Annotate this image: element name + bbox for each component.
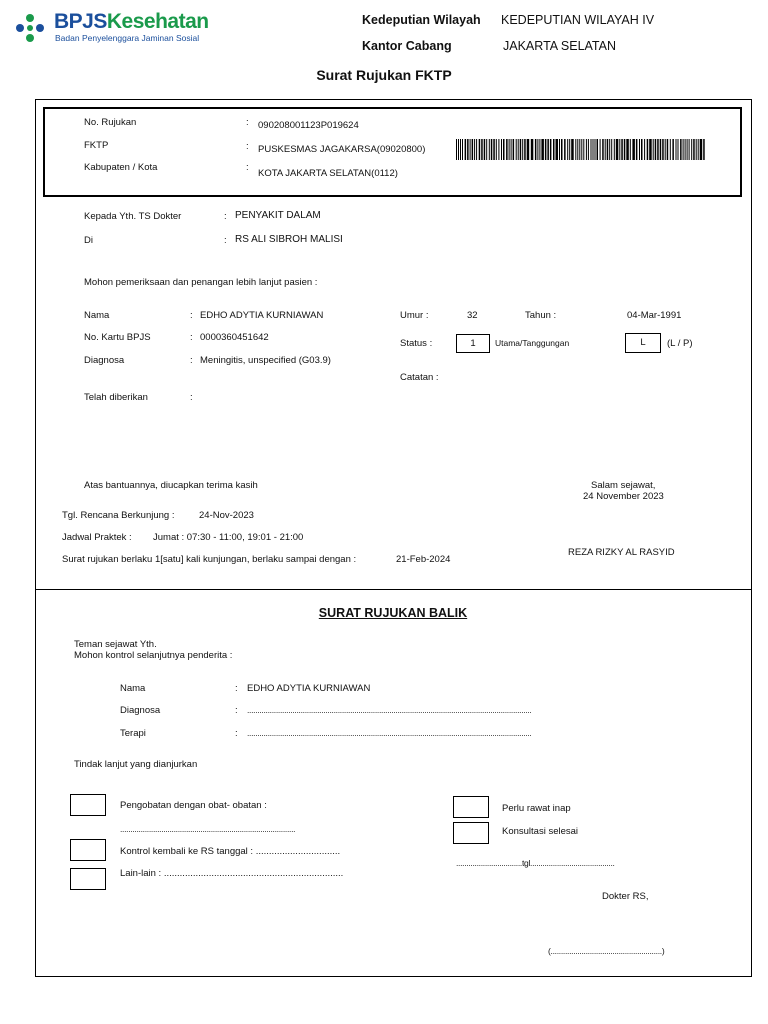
- kabupaten-value: KOTA JAKARTA SELATAN(0112): [258, 168, 398, 179]
- balik-nama-label: Nama: [120, 683, 146, 694]
- kabupaten-label: Kabupaten / Kota: [84, 162, 158, 173]
- barcode-bar: [680, 139, 682, 160]
- barcode-bar: [577, 139, 578, 160]
- barcode-bar: [491, 139, 493, 160]
- fktp-value: PUSKESMAS JAGAKARSA(09020800): [258, 144, 426, 155]
- colon: :: [190, 310, 193, 321]
- barcode-bar: [641, 139, 643, 160]
- barcode-bar: [685, 139, 686, 160]
- barcode-bar: [696, 139, 697, 160]
- barcode-bar: [489, 139, 490, 160]
- catatan-label: Catatan :: [400, 372, 439, 383]
- teman-text: Teman sejawat Yth.: [74, 639, 157, 650]
- barcode-bar: [647, 139, 649, 160]
- status-box: 1: [456, 334, 490, 353]
- barcode-bar: [460, 139, 461, 160]
- barcode-bar: [476, 139, 477, 160]
- barcode-bar: [687, 139, 688, 160]
- section-divider: [35, 589, 752, 590]
- umur-label: Umur :: [400, 310, 429, 321]
- barcode-bar: [524, 139, 526, 160]
- barcode-bar: [481, 139, 483, 160]
- barcode-bar: [575, 139, 576, 160]
- barcode-bar: [667, 139, 669, 160]
- barcode-bar: [683, 139, 684, 160]
- barcode-bar: [649, 139, 652, 160]
- barcode-bar: [564, 139, 566, 160]
- tanggal-surat: 24 November 2023: [583, 491, 664, 502]
- logo-brand-a: BPJS: [54, 10, 107, 33]
- barcode-bar: [559, 139, 560, 160]
- barcode-bar: [581, 139, 582, 160]
- logo-brand-b: Kesehatan: [106, 10, 209, 33]
- telah-label: Telah diberikan: [84, 392, 148, 403]
- barcode-bar: [614, 139, 615, 160]
- barcode-bar: [458, 139, 459, 160]
- di-label: Di: [84, 235, 93, 246]
- colon: :: [190, 355, 193, 366]
- barcode-bar: [550, 139, 552, 160]
- barcode-bar: [665, 139, 666, 160]
- colon: :: [235, 728, 238, 739]
- dokter-rs-label: Dokter RS,: [602, 891, 649, 902]
- barcode-bar: [609, 139, 610, 160]
- barcode-bar: [583, 139, 584, 160]
- barcode-bar: [591, 139, 592, 160]
- dokter-name: REZA RIZKY AL RASYID: [568, 547, 675, 558]
- barcode-bar: [496, 139, 497, 160]
- rencana-label: Tgl. Rencana Berkunjung :: [62, 510, 175, 521]
- barcode-bar: [579, 139, 580, 160]
- barcode-bar: [607, 139, 609, 160]
- barcode-bar: [621, 139, 623, 160]
- berlaku-value: 21-Feb-2024: [396, 554, 451, 565]
- barcode-bar: [503, 139, 505, 160]
- colon: :: [246, 117, 249, 128]
- signature-line: (......................................................): [548, 946, 665, 956]
- bpjs-logo: [14, 10, 209, 46]
- barcode-bar: [693, 139, 695, 160]
- barcode-bar: [672, 139, 674, 160]
- diagnosa-label: Diagnosa: [84, 355, 125, 366]
- mohon-kontrol-text: Mohon kontrol selanjutnya penderita :: [74, 650, 233, 661]
- berlaku-label: Surat rujukan berlaku 1[satu] kali kunjungan, berlaku sampai dengan :: [62, 554, 357, 565]
- barcode-bar: [472, 139, 474, 160]
- barcode-bar: [522, 139, 523, 160]
- kedeputian-value: KEDEPUTIAN WILAYAH IV: [501, 13, 655, 27]
- barcode-bar: [501, 139, 502, 160]
- barcode-bar: [703, 139, 705, 160]
- colon: :: [235, 705, 238, 716]
- konsultasi-label: Konsultasi selesai: [502, 826, 579, 837]
- barcode-bar: [511, 139, 512, 160]
- barcode-bar: [465, 139, 467, 160]
- barcode-bar: [602, 139, 604, 160]
- barcode-bar: [527, 139, 530, 160]
- barcode-bar: [520, 139, 522, 160]
- barcode-bar: [632, 139, 635, 160]
- diagnosa-value: Meningitis, unspecified (G03.9): [200, 355, 331, 366]
- status-label: Status :: [400, 338, 433, 349]
- barcode-bar: [670, 139, 671, 160]
- barcode-bar: [588, 139, 589, 160]
- barcode-bar: [545, 139, 547, 160]
- mohon-text: Mohon pemeriksaan dan penangan lebih lanjut pasien :: [84, 277, 318, 288]
- barcode-bar: [626, 139, 629, 160]
- logo-subtitle: Badan Penyelenggara Jaminan Sosial: [55, 33, 200, 43]
- barcode-bar: [636, 139, 638, 160]
- barcode-bar: [595, 139, 596, 160]
- barcode-bar: [456, 139, 457, 160]
- tahun-value: 04-Mar-1991: [627, 310, 682, 321]
- barcode-bar: [516, 139, 517, 160]
- barcode-bar: [639, 139, 640, 160]
- kartu-value: 0000360451642: [200, 332, 269, 343]
- no-rujukan-value: 090208001123P019624: [258, 120, 359, 131]
- obat-dots: .....................................................................................: [120, 824, 296, 834]
- gender-box: L: [625, 333, 661, 353]
- barcode-bar: [676, 139, 677, 160]
- kontrol-checkbox[interactable]: [70, 839, 106, 861]
- barcode-bar: [593, 139, 594, 160]
- barcode-bar: [541, 139, 544, 160]
- barcode-bar: [597, 139, 599, 160]
- kepada-value: PENYAKIT DALAM: [235, 210, 321, 221]
- barcode-bar: [644, 139, 645, 160]
- barcode-bar: [586, 139, 587, 160]
- balik-title: SURAT RUJUKAN BALIK: [318, 606, 468, 620]
- barcode-bar: [509, 139, 510, 160]
- no-rujukan-label: No. Rujukan: [84, 117, 137, 128]
- balik-diagnosa-dots: ..........................................................................................................................................: [247, 705, 532, 715]
- kantor-value: JAKARTA SELATAN: [503, 39, 617, 53]
- barcode-bar: [513, 139, 515, 160]
- rawat-label: Perlu rawat inap: [502, 803, 571, 814]
- colon: :: [224, 211, 227, 222]
- konsultasi-checkbox[interactable]: [453, 822, 489, 844]
- kartu-label: No. Kartu BPJS: [84, 332, 151, 343]
- barcode-bar: [484, 139, 486, 160]
- barcode-bar: [662, 139, 664, 160]
- status-desc: Utama/Tanggungan: [495, 338, 570, 348]
- barcode-bar: [567, 139, 568, 160]
- balik-terapi-dots: ..........................................................................................................................................: [247, 728, 532, 738]
- kedeputian-label: Kedeputian Wilayah: [362, 13, 481, 27]
- barcode-bar: [569, 139, 570, 160]
- barcode-bar: [479, 139, 481, 160]
- nama-value: EDHO ADYTIA KURNIAWAN: [200, 310, 324, 321]
- barcode-bar: [498, 139, 499, 160]
- barcode-bar: [537, 139, 538, 160]
- jadwal-label: Jadwal Praktek :: [62, 532, 132, 543]
- barcode-image: [456, 139, 706, 160]
- barcode-bar: [493, 139, 495, 160]
- barcode-bar: [689, 139, 690, 160]
- barcode-bar: [698, 139, 699, 160]
- barcode-bar: [655, 139, 657, 160]
- barcode-bar: [462, 139, 463, 160]
- balik-diagnosa-label: Diagnosa: [120, 705, 161, 716]
- kepada-label: Kepada Yth. TS Dokter: [84, 211, 182, 222]
- tahun-label: Tahun :: [525, 310, 557, 321]
- tindak-text: Tindak lanjut yang dianjurkan: [74, 759, 198, 770]
- colon: :: [190, 392, 193, 403]
- barcode-bar: [678, 139, 679, 160]
- tgl-line: ................................tgl.........................................: [456, 858, 615, 868]
- obat-checkbox[interactable]: [70, 794, 106, 816]
- barcode-bar: [619, 139, 620, 160]
- barcode-bar: [506, 139, 508, 160]
- barcode-bar: [605, 139, 606, 160]
- barcode-bar: [467, 139, 469, 160]
- barcode-bar: [657, 139, 659, 160]
- barcode-bar: [611, 139, 612, 160]
- gender-desc: (L / P): [667, 338, 693, 349]
- barcode-bar: [691, 139, 692, 160]
- kontrol-label: Kontrol kembali ke RS tanggal : ................................: [120, 846, 341, 857]
- barcode-bar: [571, 139, 574, 160]
- barcode-bar: [474, 139, 475, 160]
- barcode-bar: [700, 139, 703, 160]
- bpjs-logo-mark-icon: [14, 12, 46, 44]
- barcode-bar: [486, 139, 487, 160]
- barcode-bar: [539, 139, 540, 160]
- barcode-bar: [547, 139, 549, 160]
- rawat-checkbox[interactable]: [453, 796, 489, 818]
- lain-checkbox[interactable]: [70, 868, 106, 890]
- salam-text: Salam sejawat,: [591, 480, 656, 491]
- nama-label: Nama: [84, 310, 110, 321]
- obat-label: Pengobatan dengan obat- obatan :: [120, 800, 267, 811]
- lain-label: Lain-lain : ....................................................................: [120, 868, 344, 879]
- balik-terapi-label: Terapi: [120, 728, 146, 739]
- barcode-bar: [653, 139, 654, 160]
- barcode-bar: [470, 139, 471, 160]
- barcode-bar: [535, 139, 537, 160]
- fktp-label: FKTP: [84, 140, 109, 151]
- document-title: Surat Rujukan FKTP: [316, 67, 452, 83]
- di-value: RS ALI SIBROH MALISI: [235, 234, 343, 245]
- barcode-bar: [561, 139, 563, 160]
- barcode-bar: [660, 139, 662, 160]
- barcode-bar: [630, 139, 631, 160]
- umur-value: 32: [467, 310, 478, 321]
- colon: :: [246, 162, 249, 173]
- barcode-bar: [600, 139, 601, 160]
- terima-kasih-text: Atas bantuannya, diucapkan terima kasih: [84, 480, 258, 491]
- kantor-label: Kantor Cabang: [362, 39, 452, 53]
- barcode-bar: [556, 139, 559, 160]
- colon: :: [246, 141, 249, 152]
- balik-nama-value: EDHO ADYTIA KURNIAWAN: [247, 683, 371, 694]
- barcode-bar: [553, 139, 555, 160]
- colon: :: [190, 332, 193, 343]
- colon: :: [224, 235, 227, 246]
- jadwal-value: Jumat : 07:30 - 11:00, 19:01 - 21:00: [153, 532, 304, 543]
- barcode-bar: [531, 139, 534, 160]
- colon: :: [235, 683, 238, 694]
- barcode-bar: [518, 139, 519, 160]
- barcode-bar: [624, 139, 626, 160]
- barcode-bar: [616, 139, 619, 160]
- rencana-value: 24-Nov-2023: [199, 510, 254, 521]
